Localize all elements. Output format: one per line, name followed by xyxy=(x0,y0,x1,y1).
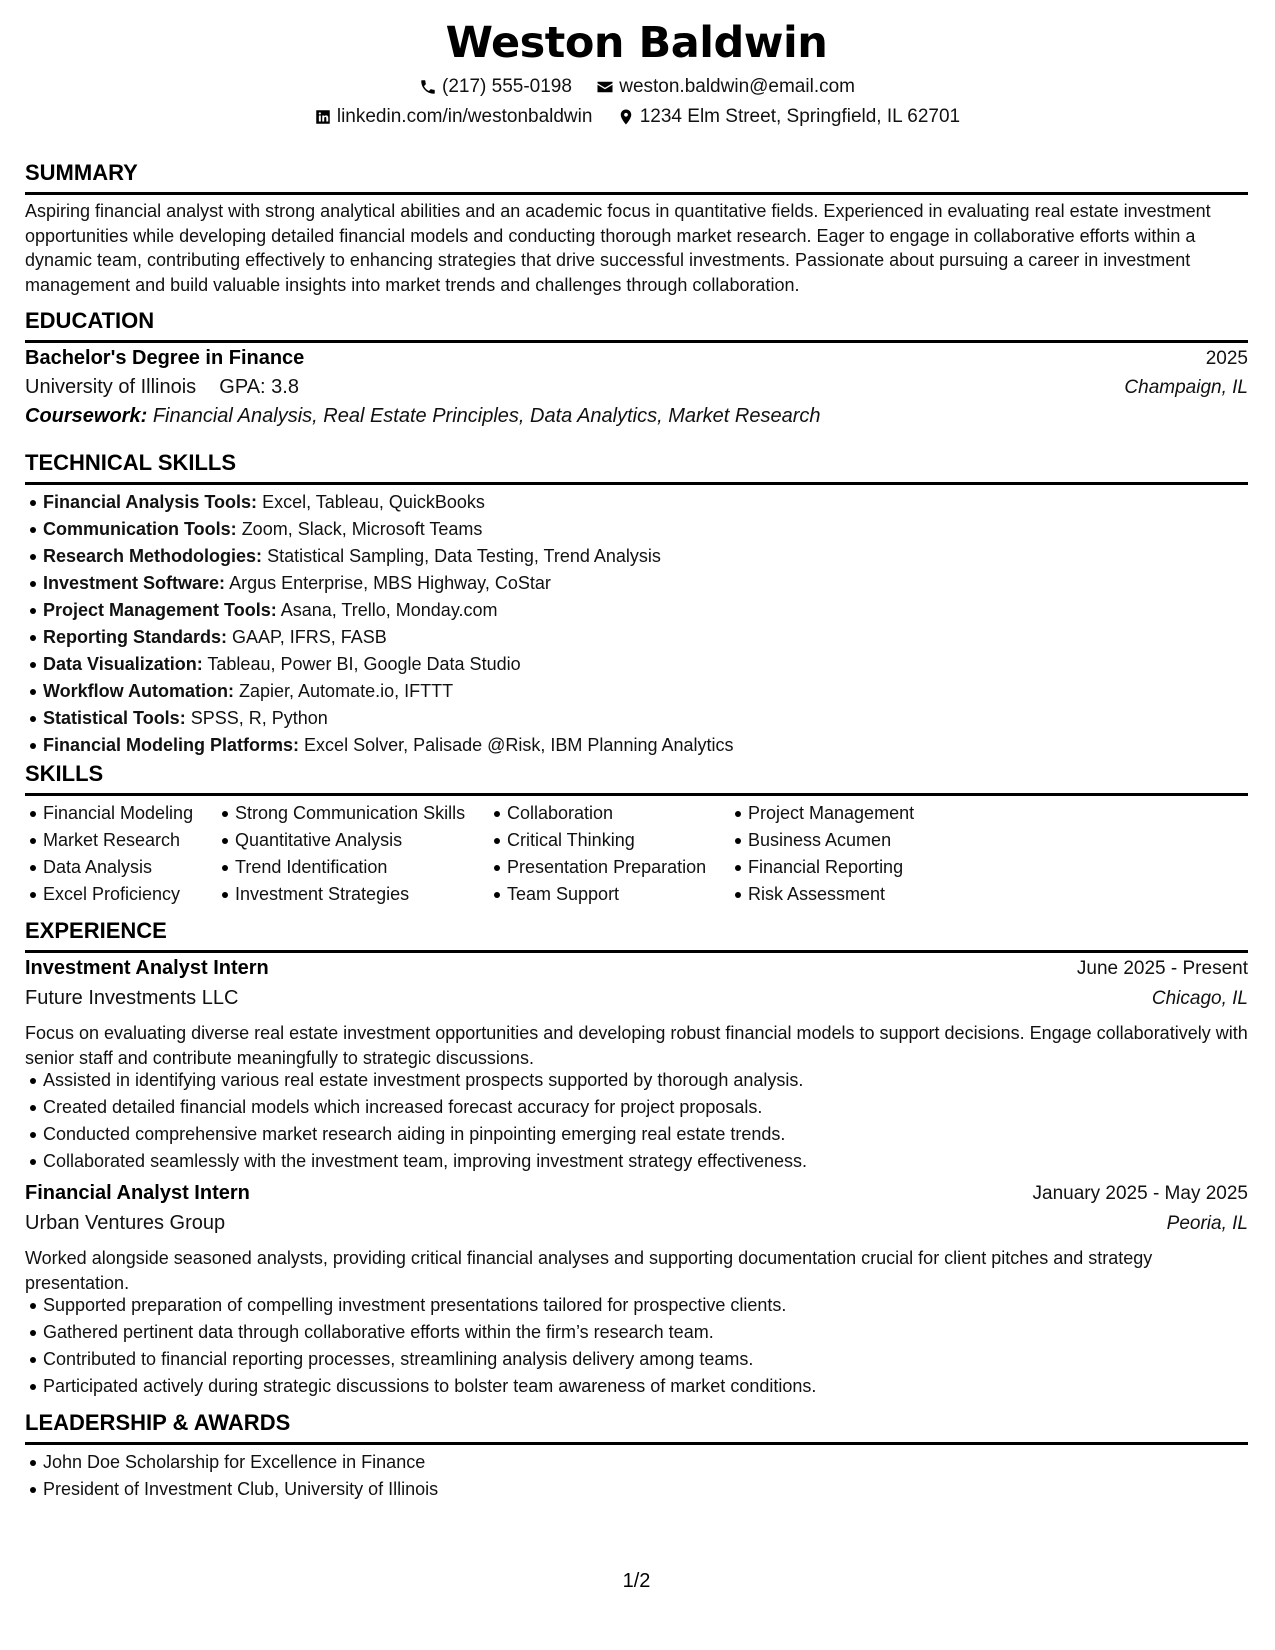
coursework-info xyxy=(25,405,821,428)
skills-column-3 xyxy=(507,800,706,908)
list-item: Collaborated seamlessly with the investment team, improving investment strategy effectiveness. xyxy=(43,1148,807,1175)
phone-item xyxy=(418,76,572,98)
list-item: Financial Analysis Tools: Excel, Tableau, QuickBooks xyxy=(43,489,734,516)
job-dates: June 2025 - Present xyxy=(1076,958,1248,979)
list-item: Team Support xyxy=(507,881,706,908)
skills-column-1 xyxy=(43,800,193,908)
linkedin-icon xyxy=(313,107,333,127)
list-item: Gathered pertinent data through collaborative efforts within the firm’s research team. xyxy=(43,1319,816,1346)
leadership-heading: LEADERSHIP & AWARDS xyxy=(25,1410,1248,1445)
contact-line-2 xyxy=(25,106,1248,132)
list-item: Excel Proficiency xyxy=(43,881,193,908)
degree-title: Bachelor's Degree in Finance xyxy=(25,347,305,369)
list-item: Trend Identification xyxy=(235,854,465,881)
school-name: University of Illinois xyxy=(25,376,197,398)
job-role: Financial Analyst Intern xyxy=(25,1182,250,1204)
coursework-label: Coursework: xyxy=(25,405,148,427)
linkedin-url[interactable]: linkedin.com/in/westonbaldwin xyxy=(336,106,593,127)
list-item: Financial Modeling xyxy=(43,800,193,827)
list-item: Reporting Standards: GAAP, IFRS, FASB xyxy=(43,624,734,651)
skills-column-2 xyxy=(235,800,465,908)
email-item[interactable] xyxy=(595,76,855,98)
school-gpa: GPA: 3.8 xyxy=(219,376,299,398)
education-school-row xyxy=(25,376,1248,399)
list-item: Communication Tools: Zoom, Slack, Microsoft Teams xyxy=(43,516,734,543)
job-1-bullets xyxy=(43,1067,807,1175)
list-item: Quantitative Analysis xyxy=(235,827,465,854)
address-text: 1234 Elm Street, Springfield, IL 62701 xyxy=(639,106,961,127)
coursework-list: Financial Analysis, Real Estate Principles, Data Analytics, Market Research xyxy=(152,405,821,427)
phone-number: (217) 555-0198 xyxy=(442,76,572,97)
list-item: Data Visualization: Tableau, Power BI, Google Data Studio xyxy=(43,651,734,678)
technical-skills-list xyxy=(43,489,734,759)
list-item: Risk Assessment xyxy=(748,881,914,908)
list-item: Participated actively during strategic discussions to bolster team awareness of market conditions. xyxy=(43,1373,816,1400)
list-item: Financial Reporting xyxy=(748,854,914,881)
job-2-company-row xyxy=(25,1212,1248,1235)
list-item: Conducted comprehensive market research aiding in pinpointing emerging real estate trends. xyxy=(43,1121,807,1148)
email-address[interactable]: weston.baldwin@email.com xyxy=(619,76,855,97)
list-item: President of Investment Club, University of Illinois xyxy=(43,1476,438,1503)
resume-page xyxy=(25,0,1248,1650)
job-company: Future Investments LLC xyxy=(25,987,239,1009)
skills-heading: SKILLS xyxy=(25,761,1248,796)
linkedin-item[interactable] xyxy=(313,106,593,128)
school-location: Champaign, IL xyxy=(1124,377,1248,398)
job-2-header xyxy=(25,1182,1248,1205)
list-item: Data Analysis xyxy=(43,854,193,881)
school-info xyxy=(25,376,299,399)
leadership-list xyxy=(43,1449,438,1503)
skills-column-4 xyxy=(748,800,914,908)
list-item: Strong Communication Skills xyxy=(235,800,465,827)
list-item: Critical Thinking xyxy=(507,827,706,854)
list-item: Supported preparation of compelling investment presentations tailored for prospective clients. xyxy=(43,1292,816,1319)
job-2-bullets xyxy=(43,1292,816,1400)
education-degree-row xyxy=(25,347,1248,370)
list-item: Workflow Automation: Zapier, Automate.io, IFTTT xyxy=(43,678,734,705)
candidate-name: Weston Baldwin xyxy=(445,18,828,68)
job-description: Focus on evaluating diverse real estate investment opportunities and developing robust financial models to support decisions. Engage collaboratively with senior staff and contribute meaningfully to strategic discussions. xyxy=(25,1023,1248,1068)
experience-heading: EXPERIENCE xyxy=(25,918,1248,953)
list-item: Contributed to financial reporting processes, streamlining analysis delivery among teams. xyxy=(43,1346,816,1373)
job-company: Urban Ventures Group xyxy=(25,1212,226,1234)
list-item: Project Management Tools: Asana, Trello, Monday.com xyxy=(43,597,734,624)
list-item: Financial Modeling Platforms: Excel Solver, Palisade @Risk, IBM Planning Analytics xyxy=(43,732,734,759)
job-location: Chicago, IL xyxy=(1151,988,1248,1009)
job-1-header xyxy=(25,957,1248,980)
list-item: Investment Strategies xyxy=(235,881,465,908)
list-item: Business Acumen xyxy=(748,827,914,854)
job-role: Investment Analyst Intern xyxy=(25,957,269,979)
list-item: Market Research xyxy=(43,827,193,854)
page-number: 1/2 xyxy=(622,1570,651,1592)
contact-line-1 xyxy=(25,76,1248,102)
list-item: John Doe Scholarship for Excellence in Finance xyxy=(43,1449,438,1476)
summary-heading: SUMMARY xyxy=(25,160,1248,195)
list-item: Investment Software: Argus Enterprise, MBS Highway, CoStar xyxy=(43,570,734,597)
job-dates: January 2025 - May 2025 xyxy=(1032,1183,1248,1204)
list-item: Statistical Tools: SPSS, R, Python xyxy=(43,705,734,732)
summary-text: Aspiring financial analyst with strong analytical abilities and an academic focus in quantitative fields. Experienced in evaluating real estate investment opportunities while developing detailed financial models and conducting thorough market research. Eager to engage in collaborative efforts within a dynamic team, contributing effectively to enhancing strategies that drive successful investments. Passionate about pursuing a career in investment management and build valuable insights into market trends and challenges through collaboration. xyxy=(25,201,1211,295)
address-item xyxy=(616,106,960,128)
list-item: Research Methodologies: Statistical Sampling, Data Testing, Trend Analysis xyxy=(43,543,734,570)
education-heading: EDUCATION xyxy=(25,308,1248,343)
job-description: Worked alongside seasoned analysts, providing critical financial analyses and supporting documentation crucial for client pitches and strategy presentation. xyxy=(25,1248,1153,1293)
envelope-icon xyxy=(595,77,615,97)
job-1-company-row xyxy=(25,987,1248,1010)
list-item: Created detailed financial models which increased forecast accuracy for project proposals. xyxy=(43,1094,807,1121)
phone-icon xyxy=(418,77,438,97)
list-item: Assisted in identifying various real estate investment prospects supported by thorough analysis. xyxy=(43,1067,807,1094)
list-item: Collaboration xyxy=(507,800,706,827)
job-location: Peoria, IL xyxy=(1166,1213,1248,1234)
list-item: Presentation Preparation xyxy=(507,854,706,881)
list-item: Project Management xyxy=(748,800,914,827)
technical-skills-heading: TECHNICAL SKILLS xyxy=(25,450,1248,485)
map-pin-icon xyxy=(616,107,636,127)
graduation-year: 2025 xyxy=(1205,348,1248,369)
coursework-row xyxy=(25,405,1248,428)
